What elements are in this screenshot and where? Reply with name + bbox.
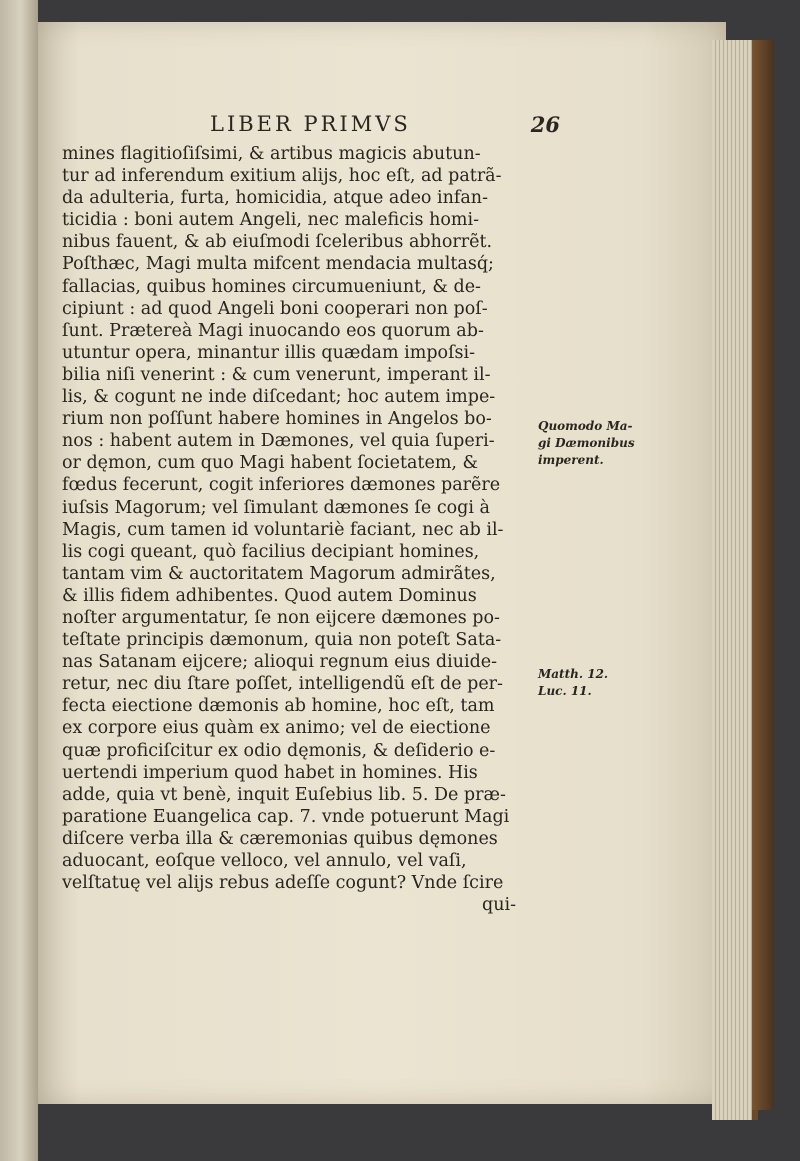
page-number: 26 [530,112,560,137]
text-line: uertendi imperium quod habet in homines. His [62,762,478,783]
text-line: lis, & cogunt ne inde diſcedant; hoc autem impe- [62,387,496,408]
text-line: ex corpore eius quàm ex animo; vel de eiectione [62,718,491,739]
text-line: velſtatuę vel alijs rebus adeſſe cogunt? Vnde ſcire [62,873,504,894]
margin-note-line: Matth. 12. [538,667,609,681]
text-line: fecta eiectione dæmonis ab homine, hoc eſt, tam [62,696,495,717]
text-line: nas Satanam eijcere; alioqui regnum eius diuide- [62,652,498,673]
text-line: nos : habent autem in Dæmones, vel quia ſuperi- [62,431,495,452]
text-line: fœdus fecerunt, cogit inferiores dæmones parẽre [62,475,501,496]
text-line: retur, nec diu ſtare poſſet, intelligendũ eſt de per- [62,674,503,695]
text-line: iuſsis Magorum; vel ſimulant dæmones ſe cogi à [62,497,490,518]
catchword: qui- [482,895,516,916]
text-line: teſtate principis dæmonum, quia non poteſt Sata- [62,630,502,651]
text-line: adde, quia vt benè, inquit Euſebius lib. 5. De præ- [62,784,506,805]
text-line: cipiunt : ad quod Angeli boni cooperari non poſ- [62,298,488,319]
text-line: Poſthæc, Magi multa mifcent mendacia multasq́; [62,254,494,275]
text-line: rium non poſſunt habere homines in Angelos bo- [62,409,492,430]
body-text [62,143,552,916]
margin-note-line: imperent. [538,453,604,467]
text-line: bilia niſi venerint : & cum venerunt, imperant il- [62,364,491,385]
text-line: noſter argumentatur, ſe non eijcere dæmones po- [62,607,500,628]
text-line: quæ proficiſcitur ex odio dęmonis, & deſiderio e- [62,740,496,761]
text-line: lis cogi queant, quò facilius decipiant homines, [62,541,480,562]
margin-note-line: Luc. 11. [538,684,592,698]
text-line: utuntur opera, minantur illis quædam impoſsi- [62,342,476,363]
text-line: tur ad inferendum exitium alijs, hoc eſt, ad patrã- [62,166,502,187]
margin-note-references [538,666,608,700]
text-line: mines flagitioſiſsimi, & artibus magicis abutun- [62,144,481,164]
text-line: da adulteria, furta, homicidia, atque adeo infan- [62,188,488,209]
text-line: aduocant, eoſque velloco, vel annulo, vel vaſi, [62,851,467,871]
text-line: ticidia : boni autem Angeli, nec maleficis homi- [62,210,479,231]
text-line: nibus fauent, & ab eiuſmodi ſceleribus abhorrẽt. [62,232,493,253]
running-head: LIBER PRIMVS [210,112,411,136]
previous-page-edge [0,0,38,1161]
text-line: & illis fidem adhibentes. Quod autem Dominus [62,585,477,606]
text-line: fallacias, quibus homines circumueniunt, & de- [62,276,481,297]
text-line: Magis, cum tamen id voluntariè faciant, nec ab il- [62,519,504,540]
text-line: paratione Euangelica cap. 7. vnde potuerunt Magi [62,806,510,827]
margin-note-line: gi Dæmonibus [538,436,635,450]
text-line: tantam vim & auctoritatem Magorum admirãtes, [62,563,496,584]
page-header [210,112,560,138]
text-line: or dęmon, cum quo Magi habent ſocietatem, & [62,453,479,474]
text-line: diſcere verba illa & cæremonias quibus dęmones [62,828,498,849]
book-cover-edge [752,40,774,1110]
text-line: ſunt. Prætereà Magi inuocando eos quorum ab- [62,320,484,341]
margin-note-magi [538,418,635,469]
margin-note-line: Quomodo Ma- [538,419,633,433]
